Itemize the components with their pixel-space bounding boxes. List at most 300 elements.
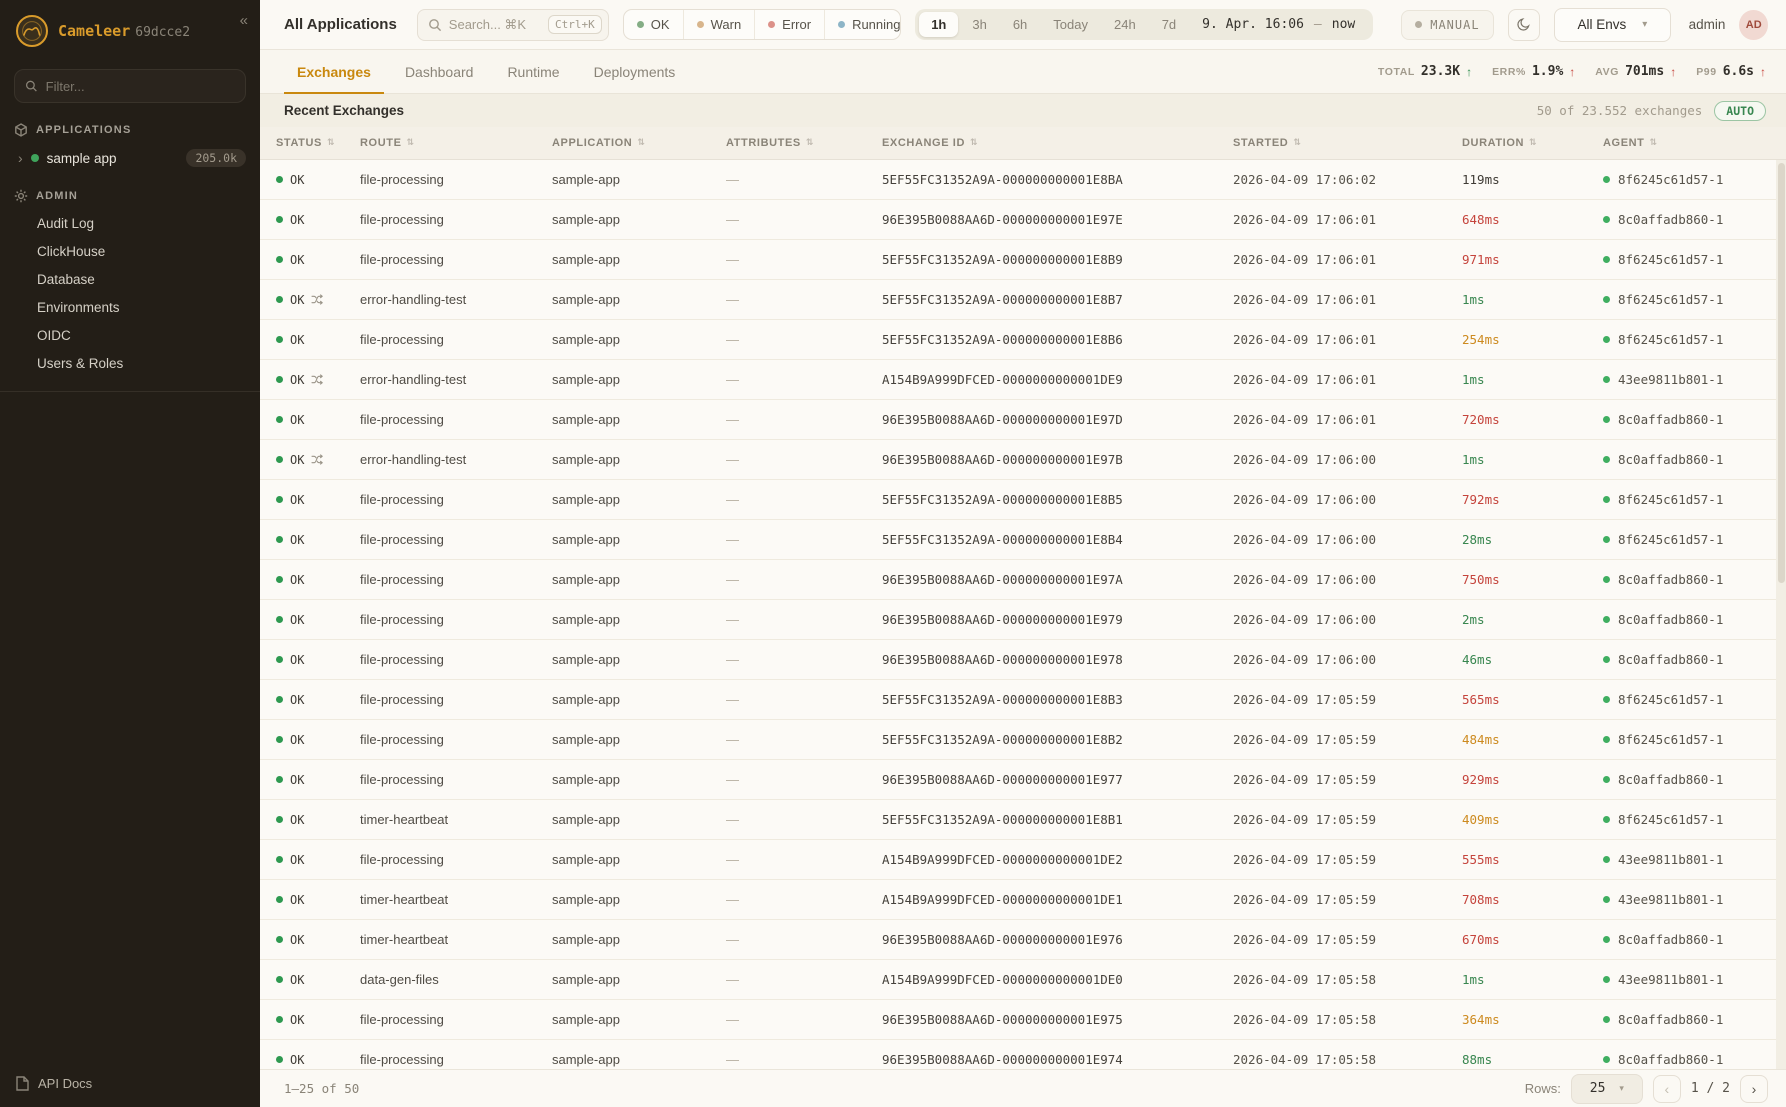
status-cell bbox=[276, 573, 360, 587]
status-label: OK bbox=[290, 652, 305, 667]
agent-cell bbox=[1603, 332, 1786, 347]
started-cell: 2026-04-09 17:05:59 bbox=[1233, 772, 1376, 787]
application-cell: sample-app bbox=[552, 892, 620, 907]
trend-up-icon: ↑ bbox=[1466, 64, 1473, 79]
status-cell bbox=[276, 1053, 360, 1067]
table-row[interactable] bbox=[260, 200, 1786, 240]
agent-cell bbox=[1603, 852, 1786, 867]
started-cell: 2026-04-09 17:05:58 bbox=[1233, 1052, 1376, 1067]
agent-status-dot bbox=[1603, 656, 1610, 663]
ok-status-dot bbox=[276, 1056, 283, 1063]
started-cell: 2026-04-09 17:05:59 bbox=[1233, 692, 1376, 707]
column-header-attributes[interactable] bbox=[726, 137, 882, 149]
time-range-1h[interactable]: 1h bbox=[919, 12, 958, 37]
agent-status-dot bbox=[1603, 376, 1610, 383]
duration-cell: 1ms bbox=[1462, 372, 1485, 387]
sidebar-item-audit-log[interactable]: Audit Log bbox=[37, 215, 95, 231]
agent-status-dot bbox=[1603, 496, 1610, 503]
agent-status-dot bbox=[1603, 616, 1610, 623]
admin-section-label: ADMIN bbox=[0, 173, 260, 209]
status-filter-warn[interactable] bbox=[684, 10, 756, 39]
exchange-id-cell: A154B9A999DFCED-0000000000001DE2 bbox=[882, 852, 1123, 867]
sidebar-item-database[interactable]: Database bbox=[37, 271, 95, 287]
status-cell bbox=[276, 613, 360, 627]
sort-icon: ⇅ bbox=[326, 138, 336, 148]
duration-cell: 555ms bbox=[1462, 852, 1500, 867]
column-header-agent[interactable] bbox=[1603, 137, 1786, 149]
application-cell: sample-app bbox=[552, 932, 620, 947]
agent-id: 43ee9811b801-1 bbox=[1618, 892, 1724, 907]
status-label: OK bbox=[290, 852, 305, 867]
status-cell bbox=[276, 253, 360, 267]
route-cell: file-processing bbox=[360, 692, 444, 707]
sidebar-item-oidc[interactable]: OIDC bbox=[37, 327, 71, 343]
agent-id: 8c0affadb860-1 bbox=[1618, 452, 1724, 467]
ok-status-dot bbox=[276, 296, 283, 303]
agent-status-dot bbox=[1603, 416, 1610, 423]
agent-cell bbox=[1603, 972, 1786, 987]
status-filter-running[interactable] bbox=[825, 10, 901, 39]
sidebar-item-clickhouse[interactable]: ClickHouse bbox=[37, 243, 106, 259]
duration-cell: 364ms bbox=[1462, 1012, 1500, 1027]
tab-dashboard[interactable]: Dashboard bbox=[404, 63, 474, 80]
application-cell: sample-app bbox=[552, 1052, 620, 1067]
table-row[interactable] bbox=[260, 440, 1786, 480]
status-cell bbox=[276, 973, 360, 987]
ok-status-dot bbox=[276, 776, 283, 783]
sort-icon: ⇅ bbox=[805, 138, 815, 148]
scrollbar-thumb[interactable] bbox=[1778, 163, 1785, 583]
sort-icon: ⇅ bbox=[406, 138, 415, 148]
ok-status-dot bbox=[276, 1016, 283, 1023]
exchange-id-cell: 96E395B0088AA6D-000000000001E977 bbox=[882, 772, 1123, 787]
exchange-id-cell: 5EF55FC31352A9A-000000000001E8B2 bbox=[882, 732, 1123, 747]
table-row[interactable] bbox=[260, 520, 1786, 560]
status-filter-error[interactable] bbox=[755, 10, 825, 39]
route-cell: file-processing bbox=[360, 172, 444, 187]
table-row[interactable] bbox=[260, 480, 1786, 520]
ok-status-dot bbox=[276, 896, 283, 903]
ok-status-dot bbox=[276, 656, 283, 663]
status-cell bbox=[276, 333, 360, 347]
route-cell: file-processing bbox=[360, 772, 444, 787]
duration-cell: 28ms bbox=[1462, 532, 1493, 547]
application-cell: sample-app bbox=[552, 1012, 620, 1027]
exchange-id-cell: 5EF55FC31352A9A-000000000001E8B9 bbox=[882, 252, 1123, 267]
ok-status-dot bbox=[276, 256, 283, 263]
status-label: OK bbox=[290, 172, 305, 187]
attributes-cell: — bbox=[726, 812, 739, 827]
started-cell: 2026-04-09 17:06:01 bbox=[1233, 412, 1376, 427]
application-cell: sample-app bbox=[552, 812, 620, 827]
started-cell: 2026-04-09 17:06:00 bbox=[1233, 492, 1376, 507]
application-cell: sample-app bbox=[552, 532, 620, 547]
route-cell: file-processing bbox=[360, 572, 444, 587]
route-cell: file-processing bbox=[360, 412, 444, 427]
time-range-group bbox=[915, 9, 1373, 40]
route-cell: file-processing bbox=[360, 612, 444, 627]
exchange-id-cell: 96E395B0088AA6D-000000000001E97D bbox=[882, 412, 1123, 427]
agent-cell bbox=[1603, 732, 1786, 747]
status-filter-ok[interactable] bbox=[624, 10, 684, 39]
table-row[interactable] bbox=[260, 1000, 1786, 1040]
column-header-started[interactable] bbox=[1233, 137, 1462, 149]
manual-refresh-button[interactable]: MANUAL bbox=[1401, 10, 1493, 40]
status-label: OK bbox=[290, 292, 305, 307]
agent-status-dot bbox=[1603, 216, 1610, 223]
exchange-id-cell: 96E395B0088AA6D-000000000001E97E bbox=[882, 212, 1123, 227]
table-row[interactable] bbox=[260, 720, 1786, 760]
ok-status-dot bbox=[276, 816, 283, 823]
table-row[interactable] bbox=[260, 320, 1786, 360]
table-row[interactable] bbox=[260, 840, 1786, 880]
column-label: APPLICATION bbox=[552, 137, 633, 149]
agent-cell bbox=[1603, 252, 1786, 267]
route-cell: file-processing bbox=[360, 652, 444, 667]
agent-status-dot bbox=[1603, 296, 1610, 303]
chevron-down-icon: ▾ bbox=[1619, 1083, 1624, 1093]
ok-status-dot bbox=[276, 216, 283, 223]
branch-icon bbox=[311, 374, 324, 385]
column-header-exchange-id[interactable] bbox=[882, 137, 1233, 149]
rows-per-page-label: Rows: bbox=[1524, 1081, 1561, 1096]
duration-cell: 565ms bbox=[1462, 692, 1500, 707]
exchange-id-cell: 96E395B0088AA6D-000000000001E978 bbox=[882, 652, 1123, 667]
attributes-cell: — bbox=[726, 852, 739, 867]
rows-per-page-select[interactable]: 25 ▾ bbox=[1571, 1074, 1643, 1104]
started-cell: 2026-04-09 17:06:01 bbox=[1233, 292, 1376, 307]
agent-status-dot bbox=[1603, 696, 1610, 703]
stat-value: 6.6s bbox=[1722, 64, 1754, 79]
agent-id: 8c0affadb860-1 bbox=[1618, 1052, 1724, 1067]
trend-up-icon: ↑ bbox=[1760, 64, 1766, 79]
status-cell bbox=[276, 293, 360, 307]
stat-label: P99 bbox=[1696, 65, 1717, 78]
table-body bbox=[260, 160, 1786, 1069]
column-header-application[interactable] bbox=[552, 137, 726, 149]
agent-id: 8c0affadb860-1 bbox=[1618, 772, 1724, 787]
sidebar-item-environments[interactable]: Environments bbox=[37, 299, 120, 315]
duration-cell: 409ms bbox=[1462, 812, 1500, 827]
status-cell bbox=[276, 813, 360, 827]
sidebar-item-users-roles[interactable]: Users & Roles bbox=[37, 355, 124, 371]
status-dot bbox=[637, 21, 644, 28]
application-cell: sample-app bbox=[552, 212, 620, 227]
cameleer-logo-icon bbox=[16, 15, 48, 47]
row-range-label: 1–25 of 50 bbox=[284, 1081, 360, 1096]
attributes-cell: — bbox=[726, 692, 739, 707]
moon-icon bbox=[1516, 17, 1531, 32]
table-row[interactable] bbox=[260, 560, 1786, 600]
application-cell: sample-app bbox=[552, 772, 620, 787]
attributes-cell: — bbox=[726, 892, 739, 907]
table-row[interactable] bbox=[260, 160, 1786, 200]
ok-status-dot bbox=[276, 616, 283, 623]
time-range-6h[interactable]: 6h bbox=[1012, 17, 1028, 32]
time-range-display[interactable] bbox=[1190, 17, 1369, 32]
application-cell: sample-app bbox=[552, 292, 620, 307]
duration-cell: 708ms bbox=[1462, 892, 1500, 907]
sidebar-filter-input[interactable] bbox=[46, 79, 235, 94]
time-range-7d[interactable]: 7d bbox=[1161, 17, 1177, 32]
application-cell: sample-app bbox=[552, 972, 620, 987]
stat-label: TOTAL bbox=[1377, 65, 1415, 78]
application-cell: sample-app bbox=[552, 852, 620, 867]
duration-cell: 46ms bbox=[1462, 652, 1493, 667]
status-label: OK bbox=[290, 972, 305, 987]
route-cell: error-handling-test bbox=[360, 452, 467, 467]
document-icon bbox=[16, 1076, 29, 1091]
status-label: OK bbox=[290, 772, 305, 787]
agent-id: 8f6245c61d57-1 bbox=[1618, 292, 1724, 307]
duration-cell: 1ms bbox=[1462, 292, 1485, 307]
ok-status-dot bbox=[276, 976, 283, 983]
agent-cell bbox=[1603, 572, 1786, 587]
duration-cell: 119ms bbox=[1462, 172, 1500, 187]
agent-cell bbox=[1603, 1052, 1786, 1067]
application-cell: sample-app bbox=[552, 372, 620, 387]
table-row[interactable] bbox=[260, 1040, 1786, 1069]
tab-exchanges[interactable]: Exchanges bbox=[284, 50, 384, 93]
search-input[interactable] bbox=[449, 17, 541, 32]
exchange-id-cell: 96E395B0088AA6D-000000000001E97B bbox=[882, 452, 1123, 467]
agent-id: 43ee9811b801-1 bbox=[1618, 852, 1724, 867]
stat-label: AVG bbox=[1595, 65, 1620, 78]
tab-deployments[interactable]: Deployments bbox=[593, 63, 676, 80]
route-cell: file-processing bbox=[360, 532, 444, 547]
agent-cell bbox=[1603, 172, 1786, 187]
sidebar bbox=[0, 0, 260, 1107]
agent-id: 8c0affadb860-1 bbox=[1618, 932, 1724, 947]
duration-cell: 670ms bbox=[1462, 932, 1500, 947]
duration-cell: 254ms bbox=[1462, 332, 1500, 347]
agent-id: 8f6245c61d57-1 bbox=[1618, 492, 1724, 507]
status-cell bbox=[276, 533, 360, 547]
username-label: admin bbox=[1688, 17, 1726, 32]
sidebar-item-sample-app[interactable] bbox=[0, 143, 260, 173]
route-cell: error-handling-test bbox=[360, 372, 467, 387]
trend-up-icon: ↑ bbox=[1569, 64, 1576, 79]
started-cell: 2026-04-09 17:05:59 bbox=[1233, 892, 1376, 907]
status-label: OK bbox=[290, 332, 305, 347]
table-row[interactable] bbox=[260, 600, 1786, 640]
time-range-3h[interactable]: 3h bbox=[972, 17, 987, 32]
exchange-id-cell: 96E395B0088AA6D-000000000001E974 bbox=[882, 1052, 1123, 1067]
scope-label: All Applications bbox=[284, 16, 397, 33]
agent-status-dot bbox=[1603, 456, 1610, 463]
range-separator: — bbox=[1313, 17, 1322, 32]
route-cell: timer-heartbeat bbox=[360, 812, 449, 827]
ok-status-dot bbox=[276, 456, 283, 463]
attributes-cell: — bbox=[726, 1012, 739, 1027]
status-label: OK bbox=[290, 1012, 305, 1027]
column-label: STARTED bbox=[1233, 137, 1289, 149]
table-row[interactable] bbox=[260, 960, 1786, 1000]
table-row[interactable] bbox=[260, 400, 1786, 440]
status-cell bbox=[276, 893, 360, 907]
duration-cell: 929ms bbox=[1462, 772, 1500, 787]
search-icon bbox=[428, 18, 442, 32]
agent-id: 8c0affadb860-1 bbox=[1618, 212, 1724, 227]
column-header-route[interactable] bbox=[360, 137, 552, 149]
status-label: OK bbox=[290, 372, 305, 387]
agent-id: 8f6245c61d57-1 bbox=[1618, 172, 1724, 187]
cube-icon bbox=[14, 123, 28, 137]
sort-icon: ⇅ bbox=[1649, 138, 1658, 148]
expand-chevron-icon[interactable]: › bbox=[18, 150, 23, 166]
time-range-24h[interactable]: 24h bbox=[1114, 17, 1136, 32]
agent-status-dot bbox=[1603, 176, 1610, 183]
agent-status-dot bbox=[1603, 1016, 1610, 1023]
agent-cell bbox=[1603, 892, 1786, 907]
table-row[interactable] bbox=[260, 680, 1786, 720]
table-row[interactable] bbox=[260, 920, 1786, 960]
column-label: EXCHANGE ID bbox=[882, 137, 965, 149]
auto-refresh-badge[interactable]: AUTO bbox=[1714, 101, 1766, 121]
duration-cell: 750ms bbox=[1462, 572, 1500, 587]
ok-status-dot bbox=[276, 416, 283, 423]
table-row[interactable] bbox=[260, 760, 1786, 800]
ok-status-dot bbox=[276, 936, 283, 943]
status-filter-label: OK bbox=[650, 17, 670, 32]
started-cell: 2026-04-09 17:06:00 bbox=[1233, 532, 1376, 547]
ok-status-dot bbox=[276, 496, 283, 503]
agent-cell bbox=[1603, 492, 1786, 507]
application-cell: sample-app bbox=[552, 732, 620, 747]
table-row[interactable] bbox=[260, 280, 1786, 320]
exchange-id-cell: 96E395B0088AA6D-000000000001E97A bbox=[882, 572, 1123, 587]
started-cell: 2026-04-09 17:05:59 bbox=[1233, 932, 1376, 947]
scrollbar-track bbox=[1776, 160, 1786, 1069]
exchange-id-cell: A154B9A999DFCED-0000000000001DE9 bbox=[882, 372, 1123, 387]
attributes-cell: — bbox=[726, 172, 739, 187]
route-cell: file-processing bbox=[360, 732, 444, 747]
application-cell: sample-app bbox=[552, 172, 620, 187]
prev-page-button[interactable]: ‹ bbox=[1653, 1075, 1681, 1103]
attributes-cell: — bbox=[726, 932, 739, 947]
attributes-cell: — bbox=[726, 572, 739, 587]
started-cell: 2026-04-09 17:06:00 bbox=[1233, 612, 1376, 627]
route-cell: file-processing bbox=[360, 492, 444, 507]
branch-icon bbox=[311, 454, 324, 465]
tab-runtime[interactable]: Runtime bbox=[507, 63, 560, 80]
next-page-button[interactable]: › bbox=[1740, 1075, 1768, 1103]
status-filter-label: Warn bbox=[710, 17, 742, 32]
status-cell bbox=[276, 693, 360, 707]
attributes-cell: — bbox=[726, 332, 739, 347]
range-end: now bbox=[1331, 17, 1356, 32]
route-cell: file-processing bbox=[360, 1052, 444, 1067]
agent-id: 8c0affadb860-1 bbox=[1618, 612, 1724, 627]
attributes-cell: — bbox=[726, 532, 739, 547]
duration-cell: 648ms bbox=[1462, 212, 1500, 227]
status-cell bbox=[276, 733, 360, 747]
table-row[interactable] bbox=[260, 640, 1786, 680]
application-cell: sample-app bbox=[552, 572, 620, 587]
duration-cell: 2ms bbox=[1462, 612, 1485, 627]
agent-status-dot bbox=[1603, 736, 1610, 743]
status-label: OK bbox=[290, 492, 305, 507]
attributes-cell: — bbox=[726, 252, 739, 267]
status-label: OK bbox=[290, 572, 305, 587]
global-search bbox=[417, 9, 609, 41]
section-bar bbox=[260, 94, 1786, 127]
column-label: AGENT bbox=[1603, 137, 1645, 149]
ok-status-dot bbox=[276, 696, 283, 703]
range-start: 9. Apr. 16:06 bbox=[1202, 17, 1304, 32]
status-filter-label: Error bbox=[782, 17, 812, 32]
started-cell: 2026-04-09 17:06:01 bbox=[1233, 372, 1376, 387]
table-row[interactable] bbox=[260, 240, 1786, 280]
avatar[interactable]: AD bbox=[1739, 10, 1768, 40]
agent-status-dot bbox=[1603, 1056, 1610, 1063]
agent-cell bbox=[1603, 452, 1786, 467]
duration-cell: 1ms bbox=[1462, 452, 1485, 467]
duration-cell: 720ms bbox=[1462, 412, 1500, 427]
time-range-today[interactable]: Today bbox=[1053, 17, 1088, 32]
exchange-id-cell: A154B9A999DFCED-0000000000001DE1 bbox=[882, 892, 1123, 907]
ok-status-dot bbox=[276, 736, 283, 743]
started-cell: 2026-04-09 17:05:59 bbox=[1233, 852, 1376, 867]
started-cell: 2026-04-09 17:06:00 bbox=[1233, 452, 1376, 467]
agent-id: 43ee9811b801-1 bbox=[1618, 372, 1724, 387]
status-cell bbox=[276, 173, 360, 187]
sidebar-item-api-docs[interactable]: API Docs bbox=[0, 1062, 260, 1107]
exchange-id-cell: 5EF55FC31352A9A-000000000001E8B6 bbox=[882, 332, 1123, 347]
table-row[interactable] bbox=[260, 800, 1786, 840]
status-label: OK bbox=[290, 452, 305, 467]
chevron-down-icon: ▾ bbox=[1642, 19, 1648, 30]
app-name: sample app bbox=[46, 150, 117, 166]
application-cell: sample-app bbox=[552, 692, 620, 707]
table-row[interactable] bbox=[260, 880, 1786, 920]
status-cell bbox=[276, 1013, 360, 1027]
column-header-status[interactable] bbox=[276, 137, 360, 149]
agent-id: 8c0affadb860-1 bbox=[1618, 412, 1724, 427]
sidebar-collapse-button[interactable]: « bbox=[239, 12, 248, 29]
app-title: Cameleer 69dcce2 bbox=[58, 22, 191, 40]
route-cell: timer-heartbeat bbox=[360, 932, 449, 947]
column-header-duration[interactable] bbox=[1462, 137, 1603, 149]
sort-icon: ⇅ bbox=[1529, 138, 1538, 148]
route-cell: file-processing bbox=[360, 332, 444, 347]
sidebar-filter bbox=[14, 69, 246, 103]
exchange-id-cell: 96E395B0088AA6D-000000000001E976 bbox=[882, 932, 1123, 947]
pagination-bar bbox=[260, 1069, 1786, 1107]
theme-toggle-button[interactable] bbox=[1508, 9, 1541, 41]
column-label: STATUS bbox=[276, 137, 322, 149]
attributes-cell: — bbox=[726, 452, 739, 467]
route-cell: file-processing bbox=[360, 252, 444, 267]
agent-cell bbox=[1603, 412, 1786, 427]
started-cell: 2026-04-09 17:06:01 bbox=[1233, 332, 1376, 347]
agent-cell bbox=[1603, 532, 1786, 547]
attributes-cell: — bbox=[726, 972, 739, 987]
section-title: Recent Exchanges bbox=[284, 103, 405, 118]
exchange-id-cell: 96E395B0088AA6D-000000000001E975 bbox=[882, 1012, 1123, 1027]
application-cell: sample-app bbox=[552, 452, 620, 467]
agent-id: 8f6245c61d57-1 bbox=[1618, 252, 1724, 267]
stat-value: 1.9% bbox=[1531, 64, 1564, 79]
environment-select[interactable]: All Envs ▾ bbox=[1554, 8, 1670, 42]
agent-status-dot bbox=[1603, 856, 1610, 863]
attributes-cell: — bbox=[726, 652, 739, 667]
status-cell bbox=[276, 653, 360, 667]
table-row[interactable] bbox=[260, 360, 1786, 400]
agent-cell bbox=[1603, 372, 1786, 387]
agent-cell bbox=[1603, 652, 1786, 667]
started-cell: 2026-04-09 17:05:59 bbox=[1233, 812, 1376, 827]
